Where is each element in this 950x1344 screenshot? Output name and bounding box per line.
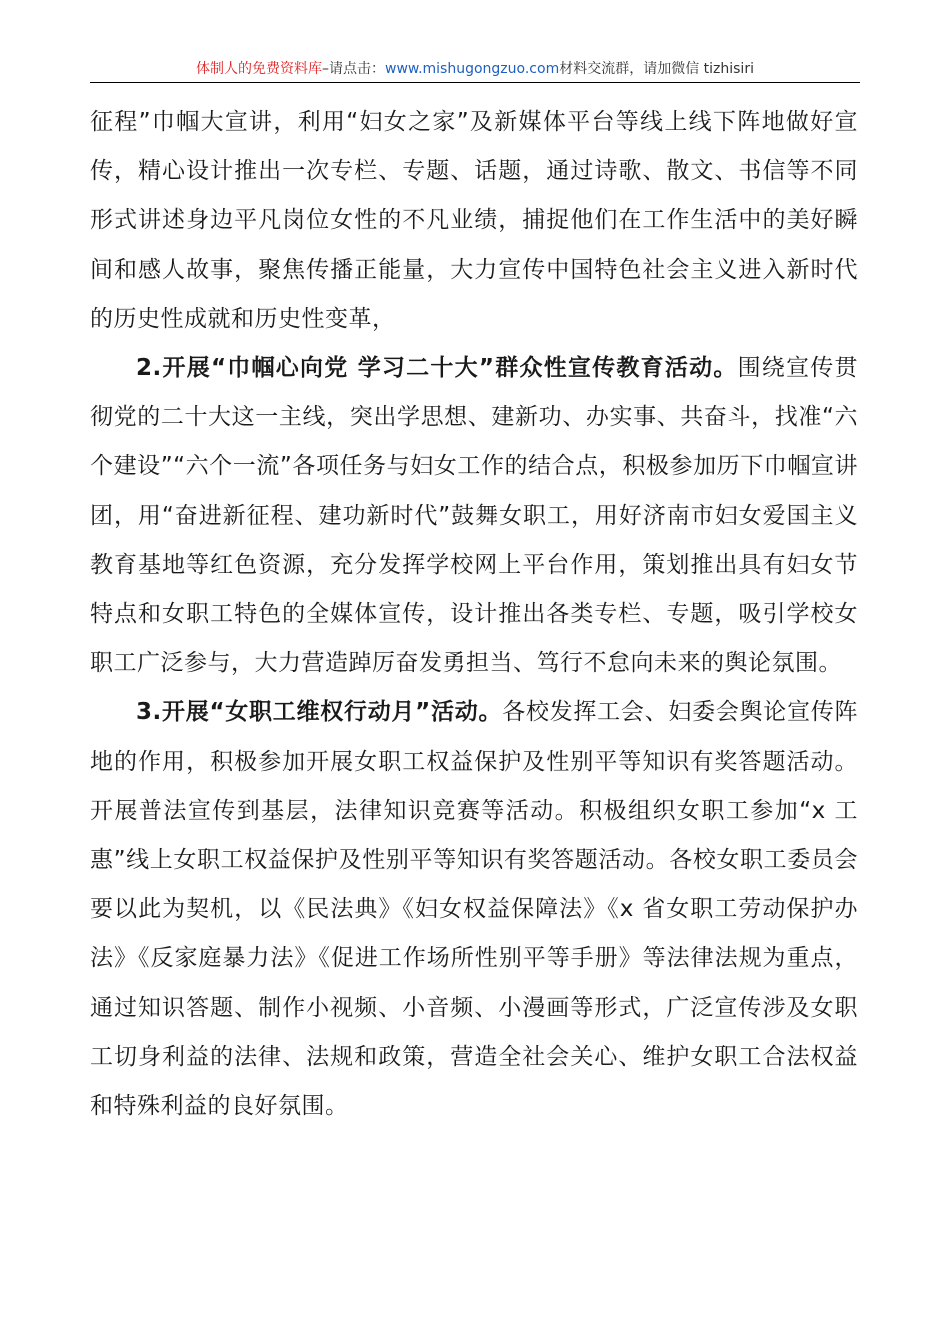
- paragraph-2: [90, 344, 858, 688]
- header-divider: [90, 82, 860, 83]
- header-separator: –请点击：: [322, 61, 386, 77]
- paragraph-1-text: 征程”巾帼大宣讲，利用“妇女之家”及新媒体平台等线上线下阵地做好宣传，精心设计推出一次专栏、专题、话题，通过诗歌、散文、书信等不同形式讲述身边平凡岗位女性的不凡业绩，捕捉他们在工作生活中的美好瞬间和感人故事，聚焦传播正能量，大力宣传中国特色社会主义进入新时代的历史性成就和历史性变革，: [90, 109, 858, 332]
- document-body: [90, 98, 858, 1131]
- paragraph-3-heading: 3.开展“女职工维权行动月”活动。: [136, 699, 503, 726]
- paragraph-1: [90, 98, 858, 344]
- page-header: [90, 58, 860, 80]
- header-url-link[interactable]: www.mishugongzuo.com: [385, 61, 560, 77]
- paragraph-3-text: 各校发挥工会、妇委会舆论宣传阵地的作用，积极参加开展女职工权益保护及性别平等知识有奖答题活动。开展普法宣传到基层，法律知识竞赛等活动。积极组织女职工参加“x 工惠”线上女职工权益保护及性别平等知识有奖答题活动。各校女职工委员会要以此为契机，以《民法典》《妇女权益保障法》《x 省女职工劳动保护办法》《反家庭暴力法》《促进工作场所性别平等手册》等法律法规为重点，通过知识答题、制作小视频、小音频、小漫画等形式，广泛宣传涉及女职工切身利益的法律、法规和政策，营造全社会关心、维护女职工合法权益和特殊利益的良好氛围。: [90, 699, 858, 1120]
- paragraph-2-text: 围绕宣传贯彻党的二十大这一主线，突出学思想、建新功、办实事、共奋斗，找准“六个建设”“六个一流”各项任务与妇女工作的结合点，积极参加历下巾帼宣讲团，用“奋进新征程、建功新时代”鼓舞女职工，用好济南市妇女爱国主义教育基地等红色资源，充分发挥学校网上平台作用，策划推出具有妇女节特点和女职工特色的全媒体宣传，设计推出各类专栏、专题，吸引学校女职工广泛参与，大力营造踔厉奋发勇担当、笃行不怠向未来的舆论氛围。: [90, 355, 858, 677]
- paragraph-2-heading: 2.开展“巾帼心向党 学习二十大”群众性宣传教育活动。: [136, 355, 738, 382]
- header-brand: 体制人的免费资料库: [196, 61, 323, 77]
- header-contact: 材料交流群，请加微信 tizhisiri: [559, 61, 754, 77]
- paragraph-3: [90, 688, 858, 1131]
